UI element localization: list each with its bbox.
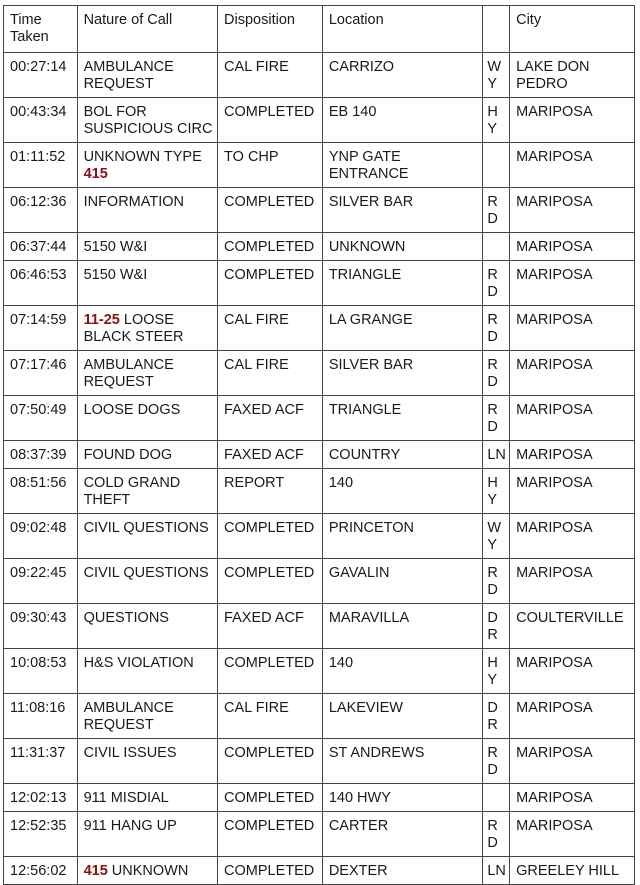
table-row bbox=[4, 812, 635, 857]
cell-street-suffix: RD bbox=[483, 559, 510, 604]
cell-disposition: COMPLETED bbox=[218, 649, 323, 694]
header-location: Location bbox=[322, 6, 483, 53]
cell-nature-of-call bbox=[77, 739, 217, 784]
cell-nature-of-call bbox=[77, 188, 217, 233]
cell-time-taken: 06:37:44 bbox=[4, 233, 78, 261]
table-row bbox=[4, 559, 635, 604]
cell-time-taken: 12:02:13 bbox=[4, 784, 78, 812]
cell-nature-of-call bbox=[77, 441, 217, 469]
cell-time-taken: 09:22:45 bbox=[4, 559, 78, 604]
cell-disposition: CAL FIRE bbox=[218, 306, 323, 351]
cell-street-suffix: RD bbox=[483, 396, 510, 441]
cell-nature-of-call bbox=[77, 306, 217, 351]
cell-disposition: COMPLETED bbox=[218, 261, 323, 306]
cell-nature-of-call bbox=[77, 812, 217, 857]
cell-nature-of-call bbox=[77, 857, 217, 885]
header-row bbox=[4, 6, 635, 53]
cell-street-suffix: HY bbox=[483, 98, 510, 143]
cell-street-suffix: LN bbox=[483, 441, 510, 469]
cell-nature-of-call bbox=[77, 261, 217, 306]
cell-time-taken: 00:27:14 bbox=[4, 53, 78, 98]
call-description: AMBULANCE REQUEST bbox=[83, 700, 174, 733]
cell-location: CARTER bbox=[322, 812, 483, 857]
call-log-table bbox=[3, 5, 635, 885]
cell-street-suffix: DR bbox=[483, 604, 510, 649]
cell-nature-of-call bbox=[77, 233, 217, 261]
cell-nature-of-call bbox=[77, 784, 217, 812]
cell-nature-of-call bbox=[77, 514, 217, 559]
table-row bbox=[4, 188, 635, 233]
cell-disposition: CAL FIRE bbox=[218, 53, 323, 98]
cell-city: MARIPOSA bbox=[510, 469, 635, 514]
cell-street-suffix: WY bbox=[483, 514, 510, 559]
cell-city: MARIPOSA bbox=[510, 559, 635, 604]
cell-street-suffix: RD bbox=[483, 812, 510, 857]
cell-disposition: COMPLETED bbox=[218, 233, 323, 261]
cell-location: UNKNOWN bbox=[322, 233, 483, 261]
cell-location: LA GRANGE bbox=[322, 306, 483, 351]
cell-nature-of-call bbox=[77, 351, 217, 396]
cell-disposition: FAXED ACF bbox=[218, 604, 323, 649]
cell-time-taken: 07:14:59 bbox=[4, 306, 78, 351]
call-description: LOOSE DOGS bbox=[83, 402, 181, 418]
cell-nature-of-call bbox=[77, 649, 217, 694]
table-row bbox=[4, 441, 635, 469]
table-row bbox=[4, 784, 635, 812]
table-row bbox=[4, 351, 635, 396]
cell-time-taken: 06:46:53 bbox=[4, 261, 78, 306]
call-description: UNKNOWN TYPE bbox=[83, 149, 202, 165]
cell-nature-of-call bbox=[77, 604, 217, 649]
header-time-taken: Time Taken bbox=[4, 6, 78, 53]
cell-disposition: COMPLETED bbox=[218, 784, 323, 812]
cell-city: MARIPOSA bbox=[510, 98, 635, 143]
cell-location: SILVER BAR bbox=[322, 188, 483, 233]
cell-disposition: COMPLETED bbox=[218, 188, 323, 233]
table-row bbox=[4, 857, 635, 885]
cell-time-taken: 11:08:16 bbox=[4, 694, 78, 739]
table-row bbox=[4, 306, 635, 351]
cell-disposition: COMPLETED bbox=[218, 739, 323, 784]
cell-disposition: COMPLETED bbox=[218, 559, 323, 604]
call-description: FOUND DOG bbox=[83, 447, 173, 463]
call-description: LOOSE BLACK STEER bbox=[83, 312, 184, 345]
cell-street-suffix bbox=[483, 784, 510, 812]
cell-time-taken: 09:02:48 bbox=[4, 514, 78, 559]
header-disposition: Disposition bbox=[218, 6, 323, 53]
cell-time-taken: 12:56:02 bbox=[4, 857, 78, 885]
call-code: 415 bbox=[83, 863, 108, 879]
call-description: QUESTIONS bbox=[83, 610, 169, 626]
cell-city: MARIPOSA bbox=[510, 812, 635, 857]
cell-location: PRINCETON bbox=[322, 514, 483, 559]
cell-disposition: CAL FIRE bbox=[218, 694, 323, 739]
call-description: CIVIL QUESTIONS bbox=[83, 520, 209, 536]
cell-location: 140 bbox=[322, 649, 483, 694]
cell-location: 140 HWY bbox=[322, 784, 483, 812]
call-description: 911 HANG UP bbox=[83, 818, 177, 834]
cell-location: COUNTRY bbox=[322, 441, 483, 469]
cell-time-taken: 09:30:43 bbox=[4, 604, 78, 649]
cell-location: YNP GATE ENTRANCE bbox=[322, 143, 483, 188]
cell-street-suffix: WY bbox=[483, 53, 510, 98]
call-description: CIVIL ISSUES bbox=[83, 745, 177, 761]
header-street-suffix bbox=[483, 6, 510, 53]
cell-nature-of-call bbox=[77, 98, 217, 143]
call-description: AMBULANCE REQUEST bbox=[83, 357, 174, 390]
cell-disposition: FAXED ACF bbox=[218, 441, 323, 469]
cell-disposition: COMPLETED bbox=[218, 514, 323, 559]
cell-city: MARIPOSA bbox=[510, 784, 635, 812]
cell-city: MARIPOSA bbox=[510, 143, 635, 188]
header-nature-of-call: Nature of Call bbox=[77, 6, 217, 53]
call-description: INFORMATION bbox=[83, 194, 184, 210]
cell-time-taken: 01:11:52 bbox=[4, 143, 78, 188]
table-row bbox=[4, 143, 635, 188]
call-description: BOL FOR SUSPICIOUS CIRC bbox=[83, 104, 213, 137]
cell-street-suffix: HY bbox=[483, 649, 510, 694]
cell-time-taken: 11:31:37 bbox=[4, 739, 78, 784]
table-row bbox=[4, 694, 635, 739]
table-row bbox=[4, 98, 635, 143]
table-row bbox=[4, 396, 635, 441]
cell-time-taken: 12:52:35 bbox=[4, 812, 78, 857]
cell-nature-of-call bbox=[77, 53, 217, 98]
cell-street-suffix: LN bbox=[483, 857, 510, 885]
cell-location: MARAVILLA bbox=[322, 604, 483, 649]
cell-city: MARIPOSA bbox=[510, 649, 635, 694]
cell-time-taken: 10:08:53 bbox=[4, 649, 78, 694]
call-description: 5150 W&I bbox=[83, 239, 148, 255]
cell-nature-of-call bbox=[77, 396, 217, 441]
call-description: 5150 W&I bbox=[83, 267, 148, 283]
cell-location: GAVALIN bbox=[322, 559, 483, 604]
cell-time-taken: 06:12:36 bbox=[4, 188, 78, 233]
table-row bbox=[4, 514, 635, 559]
cell-nature-of-call bbox=[77, 694, 217, 739]
cell-city: MARIPOSA bbox=[510, 396, 635, 441]
cell-city: MARIPOSA bbox=[510, 188, 635, 233]
cell-location: LAKEVIEW bbox=[322, 694, 483, 739]
cell-disposition: COMPLETED bbox=[218, 812, 323, 857]
cell-city: MARIPOSA bbox=[510, 739, 635, 784]
cell-street-suffix: RD bbox=[483, 188, 510, 233]
cell-location: TRIANGLE bbox=[322, 261, 483, 306]
cell-street-suffix: RD bbox=[483, 306, 510, 351]
call-description: COLD GRAND THEFT bbox=[83, 475, 181, 508]
cell-time-taken: 00:43:34 bbox=[4, 98, 78, 143]
cell-location: DEXTER bbox=[322, 857, 483, 885]
header-city: City bbox=[510, 6, 635, 53]
table-row bbox=[4, 604, 635, 649]
cell-city: LAKE DON PEDRO bbox=[510, 53, 635, 98]
cell-location: CARRIZO bbox=[322, 53, 483, 98]
table-row bbox=[4, 261, 635, 306]
cell-location: TRIANGLE bbox=[322, 396, 483, 441]
cell-time-taken: 07:17:46 bbox=[4, 351, 78, 396]
cell-disposition: COMPLETED bbox=[218, 98, 323, 143]
cell-nature-of-call bbox=[77, 469, 217, 514]
call-code: 11-25 bbox=[83, 312, 120, 328]
cell-city: MARIPOSA bbox=[510, 694, 635, 739]
call-log-body bbox=[4, 6, 635, 885]
cell-street-suffix: DR bbox=[483, 694, 510, 739]
table-row bbox=[4, 649, 635, 694]
cell-time-taken: 08:51:56 bbox=[4, 469, 78, 514]
cell-street-suffix: RD bbox=[483, 739, 510, 784]
cell-city: MARIPOSA bbox=[510, 441, 635, 469]
cell-location: EB 140 bbox=[322, 98, 483, 143]
cell-city: COULTERVILLE bbox=[510, 604, 635, 649]
cell-time-taken: 07:50:49 bbox=[4, 396, 78, 441]
table-row bbox=[4, 469, 635, 514]
call-description: AMBULANCE REQUEST bbox=[83, 59, 174, 92]
cell-city: MARIPOSA bbox=[510, 306, 635, 351]
table-row bbox=[4, 53, 635, 98]
cell-disposition: FAXED ACF bbox=[218, 396, 323, 441]
cell-street-suffix bbox=[483, 233, 510, 261]
cell-location: 140 bbox=[322, 469, 483, 514]
call-code: 415 bbox=[83, 166, 108, 182]
cell-nature-of-call bbox=[77, 559, 217, 604]
cell-city: MARIPOSA bbox=[510, 351, 635, 396]
cell-time-taken: 08:37:39 bbox=[4, 441, 78, 469]
call-description: 911 MISDIAL bbox=[83, 790, 169, 806]
cell-disposition: COMPLETED bbox=[218, 857, 323, 885]
call-description: H&S VIOLATION bbox=[83, 655, 194, 671]
cell-disposition: TO CHP bbox=[218, 143, 323, 188]
cell-city: MARIPOSA bbox=[510, 514, 635, 559]
cell-city: MARIPOSA bbox=[510, 233, 635, 261]
cell-street-suffix: HY bbox=[483, 469, 510, 514]
cell-street-suffix: RD bbox=[483, 351, 510, 396]
call-description: CIVIL QUESTIONS bbox=[83, 565, 209, 581]
cell-disposition: CAL FIRE bbox=[218, 351, 323, 396]
cell-disposition: REPORT bbox=[218, 469, 323, 514]
cell-city: MARIPOSA bbox=[510, 261, 635, 306]
table-row bbox=[4, 233, 635, 261]
cell-street-suffix bbox=[483, 143, 510, 188]
cell-location: ST ANDREWS bbox=[322, 739, 483, 784]
cell-nature-of-call bbox=[77, 143, 217, 188]
cell-location: SILVER BAR bbox=[322, 351, 483, 396]
call-description: UNKNOWN bbox=[107, 863, 189, 879]
cell-city: GREELEY HILL bbox=[510, 857, 635, 885]
table-row bbox=[4, 739, 635, 784]
cell-street-suffix: RD bbox=[483, 261, 510, 306]
